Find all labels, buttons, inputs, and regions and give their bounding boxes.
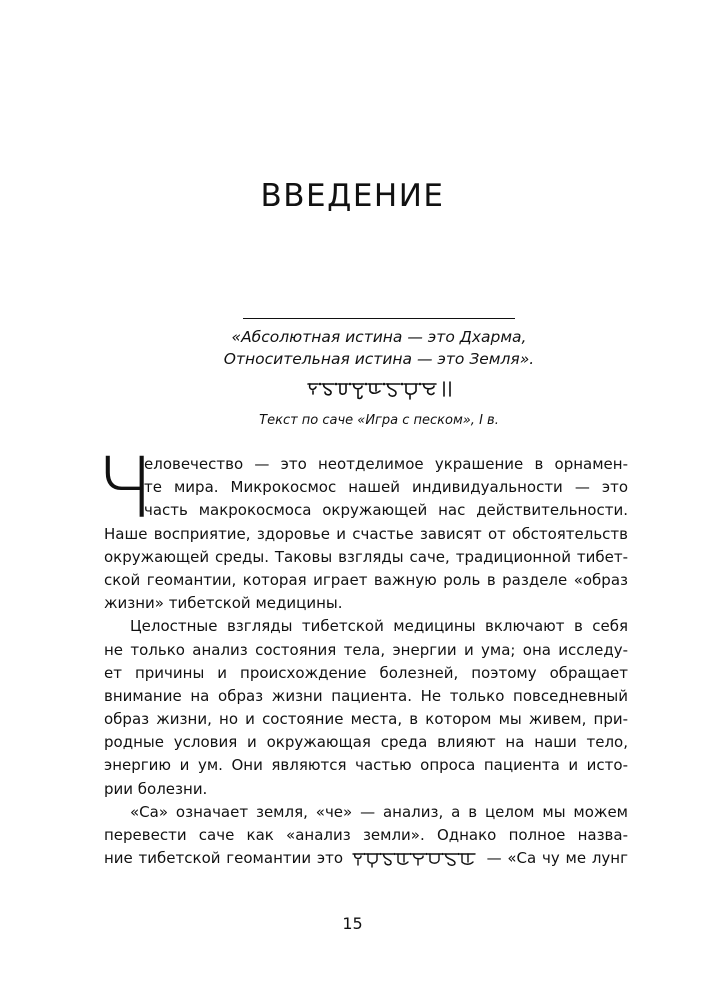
epigraph-source: Текст по саче «Игра с песком», I в. [259,413,499,428]
text-line: внимание на образ жизни пациента. Не только повседневный [104,686,628,705]
tibetan-script-image [304,378,454,402]
text-line: ской геомантии, которая играет важную роль в разделе «образ [104,570,628,589]
text-line: Целостные взгляды тибетской медицины включают в себя [130,617,628,636]
body-text [96,439,628,870]
chapter-title: ВВЕДЕНИЕ [260,178,445,214]
text-fragment: — «Са чу ме лунг [486,849,628,868]
text-line: еловечество — это неотделимое украшение в орнамен- [144,455,628,473]
text-line: родные условия и окружающая среда влияют на наши тело, [104,733,628,752]
text-line-with-tibetan [104,847,628,870]
drop-cap: Ч [96,439,154,537]
text-line: те мира. Микрокосмос нашей индивидуальности — это [144,478,628,497]
text-line: «Са» означает земля, «че» — анализ, а в целом мы можем [130,802,628,821]
text-line: жизни» тибетской медицины. [104,594,343,613]
text-line: ет причины и происхождение болезней, поэтому обращает [104,663,628,682]
text-line: Наше восприятие, здоровье и счастье зависят от обстоятельств [104,524,628,543]
epigraph-line-2: Относительная истина — это Земля». [223,350,535,368]
text-line: рии болезни. [104,779,208,798]
text-line: энергию и ум. Они являются частью опроса пациента и исто- [104,756,628,775]
text-line: образ жизни, но и состояние места, в котором мы живем, при- [104,710,628,729]
text-line: перевести саче как «анализ земли». Однако полное назва- [104,826,628,844]
epigraph-line-1: «Абсолютная истина — это Дхарма, [231,328,527,346]
text-fragment: ние тибетской геомантии это [104,849,344,868]
page-number: 15 [342,914,363,933]
text-line: не только анализ состояния тела, энергии и ума; она исследу- [104,640,628,659]
text-line: часть макрокосмоса окружающей нас действительности. [144,501,628,520]
epigraph [104,326,654,370]
epigraph-divider [243,318,515,319]
text-line: окружающей среды. Таковы взгляды саче, традиционной тибет- [104,547,628,566]
epigraph-tibetan-script [104,378,654,402]
inline-tibetan-script-image [351,850,479,868]
